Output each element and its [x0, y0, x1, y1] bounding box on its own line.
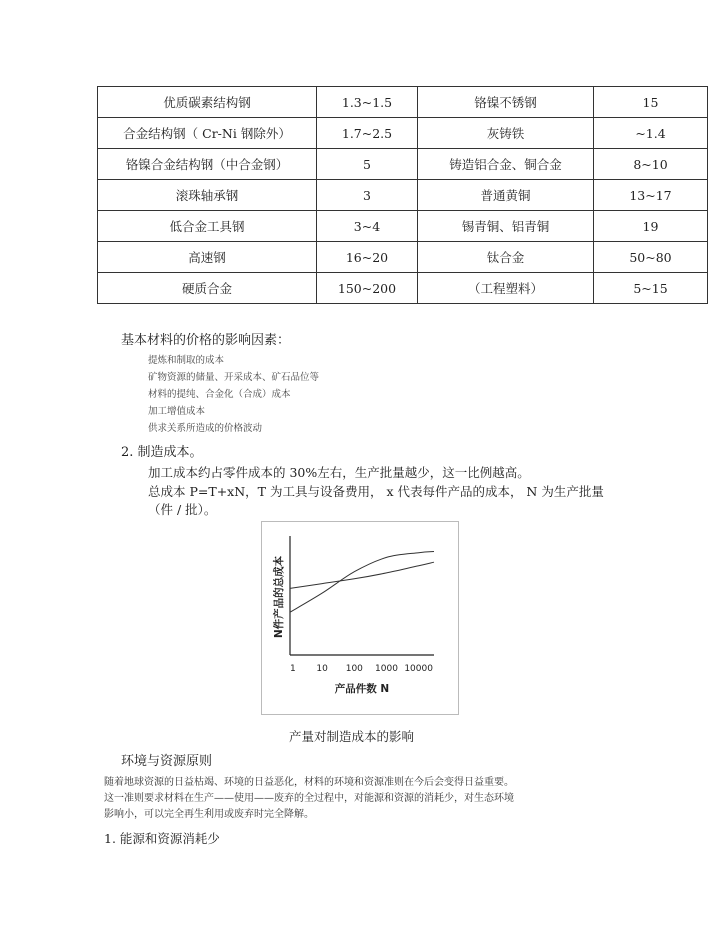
list-item: 矿物资源的储量、开采成本、矿石品位等	[148, 372, 320, 383]
table-cell: 合金结构钢（ Cr-Ni 钢除外）	[98, 118, 317, 149]
table-cell: 3~4	[317, 211, 418, 242]
energy-section-title: 1. 能源和资源消耗少	[104, 831, 220, 846]
section-2-paragraph-2: 总成本 P=T+xN，T 为工具与设备费用， x 代表每件产品的成本， N 为生产批量	[148, 484, 604, 499]
x-tick-label: 10	[316, 664, 328, 674]
table-cell: ~1.4	[594, 118, 708, 149]
list-item: 供求关系所造成的价格波动	[148, 423, 263, 434]
table-cell: 16~20	[317, 242, 418, 273]
table-cell: 铸造铝合金、铜合金	[418, 149, 594, 180]
cost-chart-figure	[261, 521, 459, 715]
figure-caption: 产量对制造成本的影响	[289, 729, 415, 744]
table-cell: 铬镍不锈钢	[418, 87, 594, 118]
table-cell: 铬镍合金结构钢（中合金钢）	[98, 149, 317, 180]
price-factors-list	[148, 352, 319, 437]
table-cell: 8~10	[594, 149, 708, 180]
table-cell: 滚珠轴承钢	[98, 180, 317, 211]
series-line-curve-a	[290, 562, 434, 588]
table-row	[98, 149, 708, 180]
table-cell: （工程塑料）	[418, 273, 594, 304]
table-cell: 优质碳素结构钢	[98, 87, 317, 118]
table-cell: 低合金工具钢	[98, 211, 317, 242]
table-cell: 1.3~1.5	[317, 87, 418, 118]
list-item: 加工增值成本	[148, 406, 206, 417]
x-tick-label: 1	[290, 664, 296, 674]
section-2-title: 2. 制造成本。	[121, 445, 203, 460]
cost-chart	[262, 522, 458, 714]
y-axis-label: N件产品的总成本	[273, 555, 285, 639]
list-item: 提炼和制取的成本	[148, 355, 225, 366]
table-cell: 13~17	[594, 180, 708, 211]
paragraph-line: 这一准则要求材料在生产——使用——废弃的全过程中，对能源和资源的消耗少，对生态环境	[104, 793, 514, 804]
table-cell: 普通黄铜	[418, 180, 594, 211]
series-line-curve-b	[290, 552, 434, 613]
paragraph-line: 随着地球资源的日益枯竭、环境的日益恶化，材料的环境和资源准则在今后会变得日益重要。	[104, 777, 514, 788]
table-body	[98, 87, 708, 304]
paragraph-line: 影响小，可以完全再生利用或废弃时完全降解。	[104, 809, 314, 820]
table-cell: 灰铸铁	[418, 118, 594, 149]
section-2-paragraph-3: （件 / 批）。	[148, 502, 217, 517]
table-cell: 5	[317, 149, 418, 180]
table-row	[98, 180, 708, 211]
table-cell: 15	[594, 87, 708, 118]
table-cell: 锡青铜、铝青铜	[418, 211, 594, 242]
environment-paragraph	[104, 775, 574, 823]
material-price-table	[97, 86, 708, 304]
x-tick-label: 1000	[375, 664, 398, 674]
price-factors-heading: 基本材料的价格的影响因素：	[121, 333, 291, 348]
table-row	[98, 87, 708, 118]
x-axis-label: 产品件数 N	[334, 683, 390, 695]
section-2-paragraph-1: 加工成本约占零件成本的 30%左右，生产批量越少，这一比例越高。	[148, 465, 530, 480]
table-row	[98, 242, 708, 273]
table-cell: 钛合金	[418, 242, 594, 273]
list-item: 材料的提纯、合金化（合成）成本	[148, 389, 291, 400]
table-row	[98, 118, 708, 149]
table-cell: 1.7~2.5	[317, 118, 418, 149]
x-tick-label: 10000	[404, 664, 433, 674]
table-cell: 19	[594, 211, 708, 242]
section-3-heading: 环境与资源原则	[121, 754, 213, 769]
table-cell: 150~200	[317, 273, 418, 304]
x-tick-label: 100	[345, 664, 363, 674]
table-cell: 5~15	[594, 273, 708, 304]
table-cell: 高速钢	[98, 242, 317, 273]
table-cell: 3	[317, 180, 418, 211]
table-cell: 硬质合金	[98, 273, 317, 304]
table-row	[98, 211, 708, 242]
table-row	[98, 273, 708, 304]
table-cell: 50~80	[594, 242, 708, 273]
